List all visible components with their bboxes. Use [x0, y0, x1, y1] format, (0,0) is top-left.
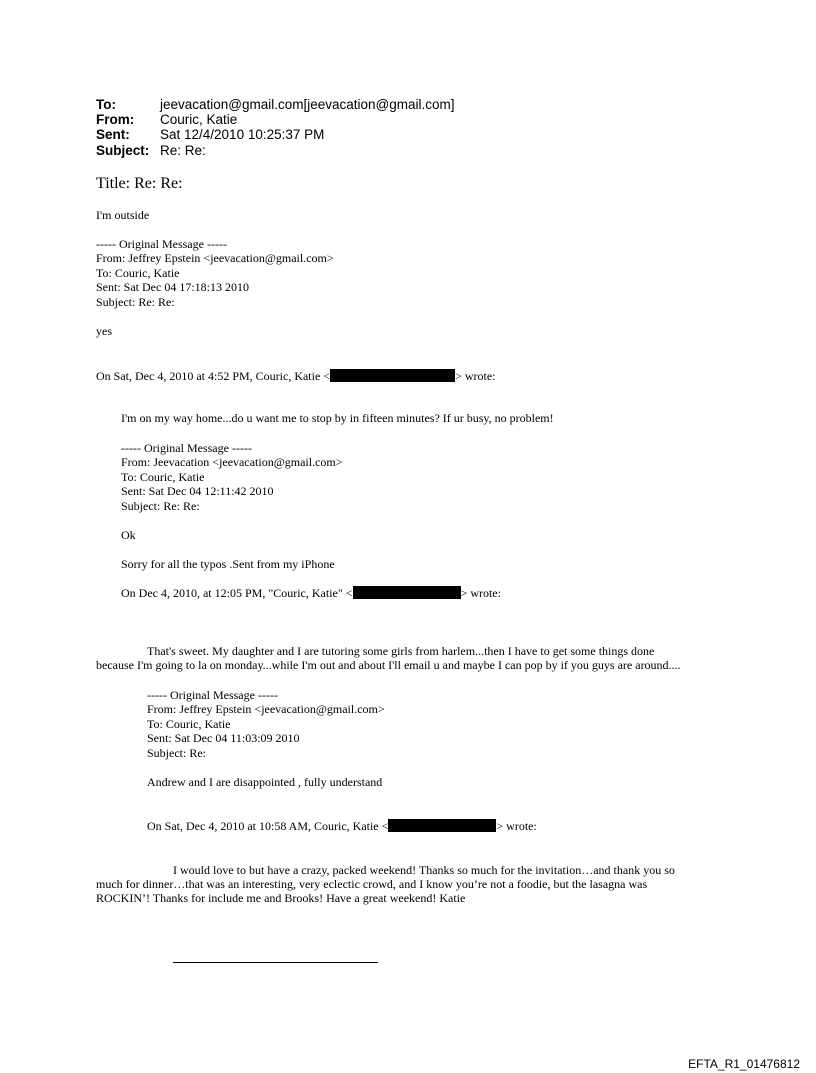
- original-subject: Subject: Re:: [147, 746, 206, 760]
- from-label: From:: [96, 112, 135, 127]
- original-message-separator: ----- Original Message -----: [96, 237, 227, 251]
- quoted-message-line: much for dinner…that was an interesting, very eclectic crowd, and I know you’re not a foodie, but the lasagna was: [96, 877, 648, 891]
- quote-attribution: [96, 369, 496, 383]
- original-body: yes: [96, 324, 112, 338]
- original-message-separator: ----- Original Message -----: [121, 441, 252, 455]
- subject-label: Subject:: [96, 143, 150, 158]
- original-sent: Sent: Sat Dec 04 11:03:09 2010: [147, 731, 300, 745]
- sent-value: Sat 12/4/2010 10:25:37 PM: [160, 127, 325, 142]
- original-body: Ok: [121, 528, 136, 542]
- quote-attribution: [121, 586, 501, 600]
- original-from: From: Jeevacation <jeevacation@gmail.com>: [121, 455, 343, 469]
- redaction-box: [388, 819, 496, 832]
- quoted-message-line: because I'm going to la on monday...while I'm out and about I'll email u and maybe I can pop by if you guys are around....: [96, 658, 681, 672]
- quoted-message-line: ROCKIN’! Thanks for include me and Brooks! Have a great weekend! Katie: [96, 891, 466, 905]
- quote-attribution-prefix: On Dec 4, 2010, at 12:05 PM, "Couric, Katie" <: [121, 586, 353, 600]
- to-label: To:: [96, 97, 116, 112]
- quoted-message-line: I would love to but have a crazy, packed weekend! Thanks so much for the invitation…and thank you so: [173, 863, 675, 877]
- quote-attribution-suffix: > wrote:: [496, 819, 537, 833]
- original-message-separator: ----- Original Message -----: [147, 688, 278, 702]
- quote-attribution-prefix: On Sat, Dec 4, 2010 at 4:52 PM, Couric, Katie <: [96, 369, 331, 383]
- sent-label: Sent:: [96, 127, 130, 142]
- quoted-message-line: That's sweet. My daughter and I are tutoring some girls from harlem...then I have to get some things done: [147, 644, 655, 658]
- quote-attribution-prefix: On Sat, Dec 4, 2010 at 10:58 AM, Couric, Katie <: [147, 819, 389, 833]
- original-from: From: Jeffrey Epstein <jeevacation@gmail.com>: [96, 251, 334, 265]
- redaction-box: [353, 586, 461, 599]
- document-title: Title: Re: Re:: [96, 175, 183, 192]
- original-from: From: Jeffrey Epstein <jeevacation@gmail.com>: [147, 702, 385, 716]
- quote-attribution: [147, 819, 537, 833]
- quoted-message-text: I'm on my way home...do u want me to stop by in fifteen minutes? If ur busy, no problem!: [121, 411, 554, 425]
- original-to: To: Couric, Katie: [147, 717, 231, 731]
- document-id-footer: EFTA_R1_01476812: [688, 1057, 800, 1071]
- original-subject: Subject: Re: Re:: [121, 499, 200, 513]
- subject-value: Re: Re:: [160, 143, 206, 158]
- quote-attribution-suffix: > wrote:: [455, 369, 496, 383]
- signature-divider: [173, 962, 378, 963]
- to-value: jeevacation@gmail.com[jeevacation@gmail.com]: [160, 97, 455, 112]
- original-sent: Sent: Sat Dec 04 12:11:42 2010: [121, 484, 274, 498]
- original-sent: Sent: Sat Dec 04 17:18:13 2010: [96, 280, 249, 294]
- original-to: To: Couric, Katie: [121, 470, 205, 484]
- quote-attribution-suffix: > wrote:: [460, 586, 501, 600]
- reply-text: I'm outside: [96, 208, 150, 222]
- redaction-box: [330, 369, 455, 382]
- original-body: Andrew and I are disappointed , fully understand: [147, 775, 383, 789]
- original-body-signature: Sorry for all the typos .Sent from my iPhone: [121, 557, 335, 571]
- original-subject: Subject: Re: Re:: [96, 295, 175, 309]
- original-to: To: Couric, Katie: [96, 266, 180, 280]
- from-value: Couric, Katie: [160, 112, 238, 127]
